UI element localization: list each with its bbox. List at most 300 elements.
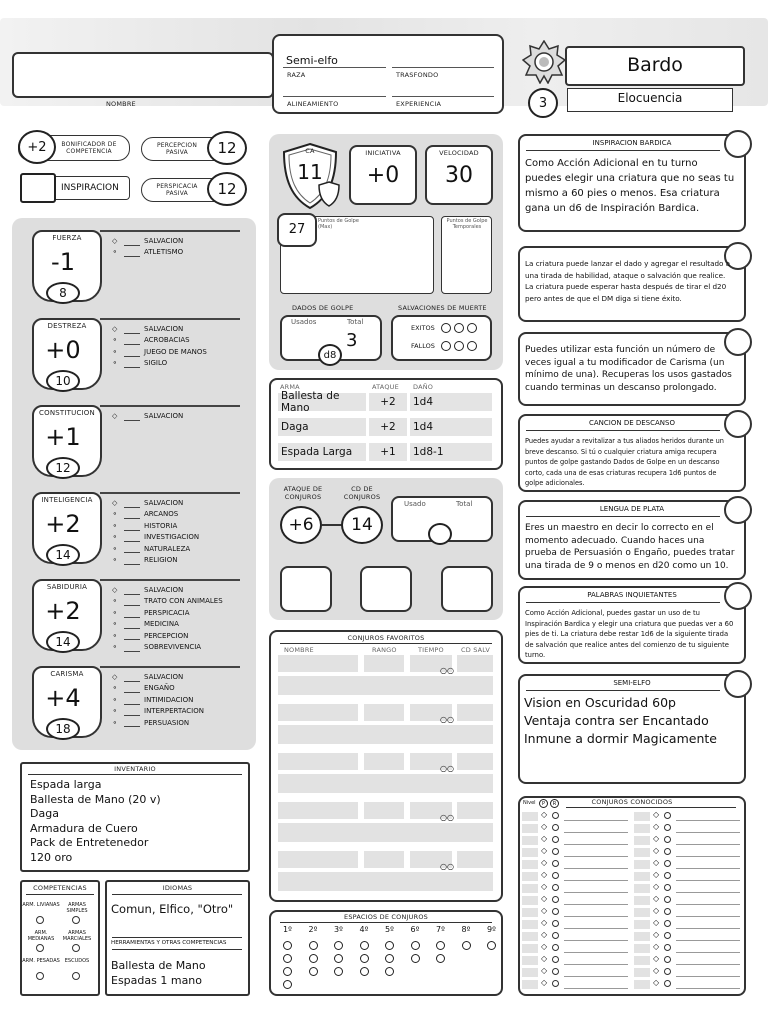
passive-insight-circle[interactable] — [207, 172, 247, 206]
ability-mod-1[interactable]: +0 — [45, 336, 81, 364]
known-spell-name-line[interactable] — [564, 880, 628, 881]
feature-text-5: Como Acción Adicional, puedes gastar un uso de tu Inspiración Bardica y elegir una criatura que puedas ver a 60 pies de ti. La criatura debe restar 1d6 de la siguiente tirada de salvación que realice antes del comienzo de tu siguiente turno. — [525, 609, 734, 659]
skill-row[interactable] — [112, 631, 223, 642]
prepared-diamond-icon[interactable]: ◇ — [653, 954, 660, 963]
ritual-circle-icon[interactable] — [552, 836, 559, 843]
ability-mod-2[interactable]: +1 — [45, 423, 81, 451]
skill-label: TRATO CON ANIMALES — [144, 597, 223, 606]
ability-score-value-4: 14 — [55, 635, 71, 649]
ritual-circle-icon[interactable] — [552, 812, 559, 819]
known-spell-level[interactable] — [634, 932, 650, 941]
save-diamond-icon[interactable]: ◇ — [112, 412, 118, 420]
prepared-diamond-icon[interactable]: ◇ — [653, 978, 660, 987]
known-spell-level[interactable] — [634, 836, 650, 845]
ability-score-1[interactable] — [46, 370, 80, 392]
known-spell-name-line[interactable] — [676, 844, 740, 845]
fav-spell-range-field[interactable] — [364, 802, 404, 819]
skill-circles-icon[interactable]: ⚬ — [112, 707, 118, 716]
skill-row[interactable] — [112, 642, 223, 653]
known-spell-level[interactable] — [522, 824, 538, 833]
prepared-diamond-icon[interactable]: ◇ — [541, 918, 548, 927]
feature-uses-circle[interactable] — [724, 130, 752, 158]
save-diamond-icon[interactable]: ◇ — [112, 499, 118, 507]
fav-spell-save-field[interactable] — [457, 704, 493, 721]
fav-spell-desc-field[interactable] — [278, 676, 493, 695]
level-circle[interactable] — [528, 88, 558, 118]
ability-name-5: CARISMA — [50, 670, 84, 678]
skill-circles-icon[interactable]: ⚬ — [112, 684, 118, 693]
prepared-diamond-icon[interactable]: ◇ — [653, 834, 660, 843]
spell-slot-box-3[interactable] — [441, 566, 493, 612]
known-spell-name-line[interactable] — [564, 940, 628, 941]
feature-box-4[interactable] — [518, 500, 746, 580]
ritual-circle-icon[interactable] — [664, 872, 671, 879]
concentration-ritual-icon[interactable]: ○○ — [440, 862, 454, 871]
fav-spell-save-field[interactable] — [457, 753, 493, 770]
fav-spell-save-field[interactable] — [457, 851, 493, 868]
ritual-circle-icon[interactable] — [552, 944, 559, 951]
failure-checkbox[interactable] — [454, 341, 464, 351]
known-spell-level[interactable] — [522, 860, 538, 869]
spell-attack-label: ATAQUE DE CONJUROS — [283, 485, 323, 501]
known-spell-level[interactable] — [634, 860, 650, 869]
ritual-circle-icon[interactable] — [664, 860, 671, 867]
prepared-diamond-icon[interactable]: ◇ — [541, 954, 548, 963]
ritual-circle-icon[interactable] — [552, 860, 559, 867]
proficiency-checkbox[interactable] — [36, 916, 44, 924]
known-spell-level[interactable] — [634, 896, 650, 905]
ritual-circle-icon[interactable] — [664, 836, 671, 843]
prepared-diamond-icon[interactable]: ◇ — [541, 846, 548, 855]
skill-circles-icon[interactable]: ⚬ — [112, 544, 118, 553]
inventory-title: INVENTARIO — [114, 765, 156, 773]
known-spell-name-line[interactable] — [564, 988, 628, 989]
slot-checkbox[interactable] — [436, 954, 445, 963]
slot-checkbox[interactable] — [283, 941, 292, 950]
alignment-label: ALINEAMIENTO — [287, 100, 339, 108]
passive-insight-label: PERSPICACIA PASIVA — [156, 183, 198, 197]
ability-mod-4[interactable]: +2 — [45, 597, 81, 625]
prepared-diamond-icon[interactable]: ◇ — [541, 894, 548, 903]
skill-list-2 — [112, 411, 183, 422]
known-spell-name-line[interactable] — [564, 928, 628, 929]
prepared-diamond-icon[interactable]: ◇ — [541, 858, 548, 867]
proficiency-checkbox[interactable] — [72, 972, 80, 980]
known-spell-level[interactable] — [634, 968, 650, 977]
spell-slot-box-1[interactable] — [280, 566, 332, 612]
slot-checkbox[interactable] — [487, 941, 496, 950]
known-spell-name-line[interactable] — [676, 820, 740, 821]
ritual-circle-icon[interactable] — [664, 980, 671, 987]
known-spell-name-line[interactable] — [564, 964, 628, 965]
skill-row[interactable] — [112, 236, 183, 247]
fav-spell-name-field[interactable] — [278, 851, 358, 868]
slot-level-label: 4º — [359, 925, 369, 934]
known-spell-name-line[interactable] — [564, 856, 628, 857]
feature-uses-circle[interactable] — [724, 582, 752, 610]
skill-row[interactable] — [112, 608, 223, 619]
prepared-diamond-icon[interactable]: ◇ — [541, 930, 548, 939]
prepared-diamond-icon[interactable]: ◇ — [541, 870, 548, 879]
ritual-circle-icon[interactable] — [552, 896, 559, 903]
death-saves-label: SALVACIONES DE MUERTE — [398, 304, 487, 312]
slot-checkbox[interactable] — [309, 967, 318, 976]
fav-spell-name-field[interactable] — [278, 753, 358, 770]
known-spell-level[interactable] — [634, 944, 650, 953]
slot-checkbox[interactable] — [436, 941, 445, 950]
tool-item[interactable]: Ballesta de Mano — [111, 959, 206, 972]
ability-score-5[interactable] — [46, 718, 80, 740]
skill-circles-icon[interactable]: ⚬ — [112, 643, 118, 652]
slot-checkbox[interactable] — [283, 954, 292, 963]
ritual-circle-icon[interactable] — [552, 824, 559, 831]
skill-circles-icon[interactable]: ⚬ — [112, 533, 118, 542]
known-spell-level[interactable] — [522, 872, 538, 881]
slot-checkbox[interactable] — [309, 941, 318, 950]
known-spell-name-line[interactable] — [564, 832, 628, 833]
slot-checkbox[interactable] — [385, 941, 394, 950]
fav-spell-name-field[interactable] — [278, 802, 358, 819]
attack-row[interactable] — [278, 418, 492, 436]
slot-checkbox[interactable] — [462, 941, 471, 950]
prepared-diamond-icon[interactable]: ◇ — [541, 906, 548, 915]
skill-circles-icon[interactable]: ⚬ — [112, 556, 118, 565]
ritual-circle-icon[interactable] — [552, 956, 559, 963]
inspiration-label: INSPIRACION — [61, 183, 119, 193]
ritual-circle-icon[interactable] — [664, 920, 671, 927]
failure-checkbox[interactable] — [467, 341, 477, 351]
known-spell-name-line[interactable] — [564, 916, 628, 917]
known-spells-title: CONJUROS CONOCIDOS — [591, 798, 673, 806]
known-spell-level[interactable] — [522, 956, 538, 965]
known-spell-name-line[interactable] — [676, 880, 740, 881]
prepared-diamond-icon[interactable]: ◇ — [653, 858, 660, 867]
save-diamond-icon[interactable]: ◇ — [112, 237, 118, 245]
slot-checkbox[interactable] — [334, 941, 343, 950]
proficiency-checkbox[interactable] — [36, 944, 44, 952]
fav-spell-save-field[interactable] — [457, 802, 493, 819]
ritual-circle-icon[interactable] — [664, 896, 671, 903]
fav-spell-range-field[interactable] — [364, 851, 404, 868]
attack-weapon: Ballesta de Mano — [278, 393, 366, 411]
spell-attack-circle[interactable] — [280, 506, 322, 544]
skill-row[interactable] — [112, 544, 199, 555]
name-field[interactable] — [12, 52, 274, 98]
known-spell-level[interactable] — [634, 920, 650, 929]
race-trait: Vision en Oscuridad 60p — [524, 695, 676, 710]
known-spell-level[interactable] — [522, 944, 538, 953]
failure-checkbox[interactable] — [441, 341, 451, 351]
ritual-circle-icon[interactable] — [664, 824, 671, 831]
skill-list-5 — [112, 672, 204, 729]
save-diamond-icon[interactable]: ◇ — [112, 586, 118, 594]
feature-box-3[interactable] — [518, 414, 746, 492]
ability-score-3[interactable] — [46, 544, 80, 566]
slot-checkbox[interactable] — [360, 967, 369, 976]
concentration-ritual-icon[interactable]: ○○ — [440, 666, 454, 675]
slot-checkbox[interactable] — [360, 941, 369, 950]
proficiency-label: ARM. LIVIANAS — [22, 902, 60, 908]
skill-circles-icon[interactable]: ⚬ — [112, 347, 118, 356]
skill-row[interactable] — [112, 347, 207, 358]
prepared-diamond-icon[interactable]: ◇ — [541, 822, 548, 831]
prepared-diamond-icon[interactable]: ◇ — [653, 810, 660, 819]
passive-perception-circle[interactable] — [207, 131, 247, 165]
fav-spell-name-field[interactable] — [278, 704, 358, 721]
languages-title: IDIOMAS — [162, 884, 193, 892]
known-spell-name-line[interactable] — [676, 856, 740, 857]
feature-uses-circle[interactable] — [724, 410, 752, 438]
ritual-circle-icon[interactable] — [664, 908, 671, 915]
success-checkbox[interactable] — [467, 323, 477, 333]
ability-score-0[interactable] — [46, 282, 80, 304]
known-spell-name-line[interactable] — [676, 832, 740, 833]
feature-box-1[interactable] — [518, 246, 746, 322]
skill-row[interactable] — [112, 683, 204, 694]
known-spell-level[interactable] — [634, 980, 650, 989]
known-spell-level[interactable] — [634, 824, 650, 833]
slot-level-label: 5º — [385, 925, 394, 934]
skill-row[interactable] — [112, 695, 204, 706]
fav-spell-desc-field[interactable] — [278, 872, 493, 891]
known-spell-name-line[interactable] — [676, 976, 740, 977]
known-spell-name-line[interactable] — [676, 868, 740, 869]
proficiency-circle[interactable] — [18, 130, 56, 164]
known-spell-level[interactable] — [522, 908, 538, 917]
fav-spell-desc-field[interactable] — [278, 823, 493, 842]
ritual-circle-icon[interactable] — [664, 812, 671, 819]
prepared-diamond-icon[interactable]: ◇ — [541, 882, 548, 891]
fav-spell-range-field[interactable] — [364, 753, 404, 770]
skill-row[interactable] — [112, 247, 183, 258]
ritual-circle-icon[interactable] — [552, 968, 559, 975]
known-spell-level[interactable] — [522, 812, 538, 821]
skill-circles-icon[interactable]: ⚬ — [112, 718, 118, 727]
prepared-diamond-icon[interactable]: ◇ — [653, 906, 660, 915]
feature-uses-circle[interactable] — [724, 496, 752, 524]
prepared-diamond-icon[interactable]: ◇ — [653, 882, 660, 891]
skill-circles-icon[interactable]: ⚬ — [112, 631, 118, 640]
ritual-circle-icon[interactable] — [664, 956, 671, 963]
skill-row[interactable] — [112, 596, 223, 607]
ritual-circle-icon[interactable] — [552, 980, 559, 987]
known-spell-level[interactable] — [522, 896, 538, 905]
skill-row[interactable] — [112, 555, 199, 566]
slot-checkbox[interactable] — [334, 967, 343, 976]
skill-row[interactable] — [112, 324, 207, 335]
known-spell-level[interactable] — [634, 908, 650, 917]
slot-checkbox[interactable] — [334, 954, 343, 963]
known-spell-name-line[interactable] — [564, 976, 628, 977]
ritual-circle-icon[interactable] — [552, 932, 559, 939]
ability-mod-0[interactable]: -1 — [51, 248, 75, 276]
concentration-ritual-icon[interactable]: ○○ — [440, 764, 454, 773]
known-spell-name-line[interactable] — [564, 868, 628, 869]
inventory-item[interactable]: Armadura de Cuero — [30, 821, 138, 835]
known-spell-name-line[interactable] — [564, 904, 628, 905]
known-spell-level[interactable] — [634, 872, 650, 881]
known-spell-level[interactable] — [522, 884, 538, 893]
prepared-diamond-icon[interactable]: ◇ — [541, 966, 548, 975]
spell-slot-box-2[interactable] — [360, 566, 412, 612]
known-spell-name-line[interactable] — [676, 892, 740, 893]
skill-row[interactable] — [112, 718, 204, 729]
passive-perception-label: PERCEPCION PASIVA — [156, 142, 198, 156]
prepared-diamond-icon[interactable]: ◇ — [541, 810, 548, 819]
known-spell-level[interactable] — [634, 812, 650, 821]
skill-row[interactable] — [112, 358, 207, 369]
skill-circles-icon[interactable]: ⚬ — [112, 248, 118, 257]
known-spell-level[interactable] — [522, 920, 538, 929]
skill-row[interactable] — [112, 706, 204, 717]
proficiency-value: +2 — [27, 139, 47, 155]
ritual-circle-icon[interactable] — [552, 872, 559, 879]
prepared-diamond-icon[interactable]: ◇ — [653, 822, 660, 831]
known-spell-name-line[interactable] — [564, 952, 628, 953]
feature-box-5[interactable] — [518, 586, 746, 664]
prepared-diamond-icon[interactable]: ◇ — [653, 894, 660, 903]
save-diamond-icon[interactable]: ◇ — [112, 673, 118, 681]
fav-spell-desc-field[interactable] — [278, 774, 493, 793]
skill-circles-icon[interactable]: ⚬ — [112, 336, 118, 345]
known-spell-level[interactable] — [522, 968, 538, 977]
ritual-circle-icon[interactable] — [552, 908, 559, 915]
known-spell-name-line[interactable] — [676, 940, 740, 941]
known-spell-name-line[interactable] — [564, 844, 628, 845]
skill-row[interactable] — [112, 509, 199, 520]
known-spell-level[interactable] — [634, 884, 650, 893]
ritual-circle-icon[interactable] — [552, 920, 559, 927]
slot-checkbox[interactable] — [385, 967, 394, 976]
proficiency-checkbox[interactable] — [36, 972, 44, 980]
ability-score-4[interactable] — [46, 631, 80, 653]
skill-circles-icon[interactable]: ⚬ — [112, 510, 118, 519]
prepared-diamond-icon[interactable]: ◇ — [653, 942, 660, 951]
inventory-item[interactable]: Daga — [30, 807, 59, 821]
ritual-circle-icon[interactable] — [664, 848, 671, 855]
skill-circles-icon[interactable]: ⚬ — [112, 521, 118, 530]
ritual-circle-icon[interactable] — [664, 884, 671, 891]
prepared-diamond-icon[interactable]: ◇ — [653, 918, 660, 927]
proficiency-checkbox[interactable] — [72, 944, 80, 952]
known-spell-name-line[interactable] — [676, 916, 740, 917]
proficiency-checkbox[interactable] — [72, 916, 80, 924]
prepared-diamond-icon[interactable]: ◇ — [541, 834, 548, 843]
ac-value: 11 — [297, 160, 323, 184]
slot-checkbox[interactable] — [411, 954, 420, 963]
fav-spell-name-field[interactable] — [278, 655, 358, 672]
skill-row[interactable] — [112, 521, 199, 532]
attack-weapon: Daga — [278, 418, 366, 436]
concentration-ritual-icon[interactable]: ○○ — [440, 813, 454, 822]
ritual-circle-icon[interactable] — [664, 944, 671, 951]
save-diamond-icon[interactable]: ◇ — [112, 325, 118, 333]
slot-checkbox[interactable] — [411, 941, 420, 950]
ritual-circle-icon[interactable] — [664, 932, 671, 939]
known-spell-name-line[interactable] — [676, 904, 740, 905]
race-value[interactable]: Semi-elfo — [286, 54, 338, 67]
slot-checkbox[interactable] — [283, 967, 292, 976]
known-spell-level[interactable] — [522, 932, 538, 941]
known-spell-name-line[interactable] — [676, 952, 740, 953]
ritual-circle-icon[interactable] — [664, 968, 671, 975]
skill-circles-icon[interactable]: ⚬ — [112, 620, 118, 629]
ac-label: CA — [305, 147, 315, 155]
attack-row[interactable] — [278, 390, 492, 414]
languages-value[interactable]: Comun, Elfico, "Otro" — [111, 902, 234, 916]
known-spell-level[interactable] — [522, 836, 538, 845]
slot-checkbox[interactable] — [385, 954, 394, 963]
ability-mod-5[interactable]: +4 — [45, 684, 81, 712]
inventory-item[interactable]: Espada larga — [30, 778, 102, 791]
skill-circles-icon[interactable]: ⚬ — [112, 359, 118, 368]
concentration-ritual-icon[interactable]: ○○ — [440, 715, 454, 724]
known-spell-level[interactable] — [634, 956, 650, 965]
skill-circles-icon[interactable]: ⚬ — [112, 597, 118, 606]
prepared-diamond-icon[interactable]: ◇ — [541, 942, 548, 951]
fav-spell-desc-field[interactable] — [278, 725, 493, 744]
known-spell-name-line[interactable] — [564, 820, 628, 821]
skill-circles-icon[interactable]: ⚬ — [112, 608, 118, 617]
slot-checkbox[interactable] — [283, 980, 292, 989]
ability-score-2[interactable] — [46, 457, 80, 479]
fav-spell-save-field[interactable] — [457, 655, 493, 672]
skill-row[interactable] — [112, 498, 199, 509]
known-spell-name-line[interactable] — [564, 892, 628, 893]
ritual-circle-icon[interactable] — [552, 884, 559, 891]
skill-label: MEDICINA — [144, 620, 179, 629]
prepared-diamond-icon[interactable]: ◇ — [653, 966, 660, 975]
known-spell-level[interactable] — [522, 848, 538, 857]
slot-checkbox[interactable] — [309, 954, 318, 963]
slot-checkbox[interactable] — [360, 954, 369, 963]
success-checkbox[interactable] — [441, 323, 451, 333]
inspiration-checkbox[interactable] — [20, 173, 56, 203]
skill-label: NATURALEZA — [144, 544, 191, 553]
success-checkbox[interactable] — [454, 323, 464, 333]
tool-item[interactable]: Espadas 1 mano — [111, 974, 203, 987]
feature-box-0[interactable] — [518, 134, 746, 232]
fav-spell-range-field[interactable] — [364, 655, 404, 672]
known-spell-level[interactable] — [522, 980, 538, 989]
known-spell-level[interactable] — [634, 848, 650, 857]
skill-circles-icon[interactable]: ⚬ — [112, 695, 118, 704]
fav-spell-range-field[interactable] — [364, 704, 404, 721]
known-spell-name-line[interactable] — [676, 964, 740, 965]
spell-dc-circle[interactable] — [341, 506, 383, 544]
skill-row[interactable] — [112, 619, 223, 630]
prepared-diamond-icon[interactable]: ◇ — [653, 870, 660, 879]
skill-row[interactable] — [112, 411, 183, 422]
feature-box-2[interactable] — [518, 332, 746, 406]
prepared-diamond-icon[interactable]: ◇ — [653, 846, 660, 855]
known-spell-name-line[interactable] — [676, 928, 740, 929]
skill-row[interactable] — [112, 335, 207, 346]
feature-uses-circle[interactable] — [724, 670, 752, 698]
prepared-diamond-icon[interactable]: ◇ — [541, 978, 548, 987]
skill-row[interactable] — [112, 672, 204, 683]
attack-row[interactable] — [278, 443, 492, 461]
inventory-item[interactable]: 120 oro — [30, 850, 73, 864]
prepared-diamond-icon[interactable]: ◇ — [653, 930, 660, 939]
known-spell-name-line[interactable] — [676, 988, 740, 989]
skill-row[interactable] — [112, 532, 199, 543]
ability-mod-3[interactable]: +2 — [45, 510, 81, 538]
inventory-item[interactable]: Pack de Entretenedor — [30, 836, 149, 850]
skill-row[interactable] — [112, 585, 223, 596]
inventory-item[interactable]: Ballesta de Mano (20 v) — [30, 792, 161, 806]
ritual-circle-icon[interactable] — [552, 848, 559, 855]
